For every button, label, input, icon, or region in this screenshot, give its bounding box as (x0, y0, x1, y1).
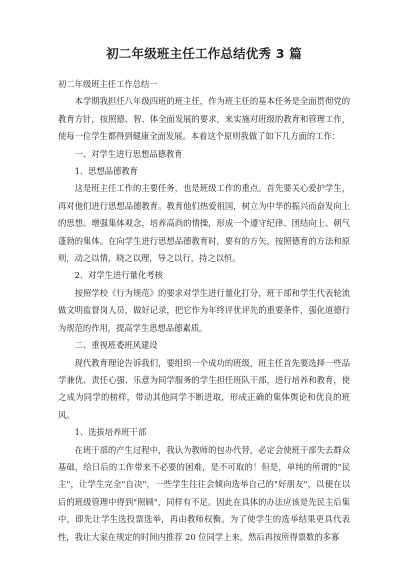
document-title: 初二年级班主任工作总结优秀 3 篇 (106, 46, 302, 61)
subsection-heading-1-1: 1、思想品德教育 (74, 166, 138, 177)
paragraph-class-committee: 现代教育理论告诉我们，要组织一个成功的班级，班主任首先要选择一些品学兼优、责任心强、乐意为同学服务的学生担任班队干部，进行培养和教育，使之成为同学的榜样，带动其他同学不断进取，形成正确的集体舆论和优良的班风。 (58, 357, 350, 420)
paragraph-select-cadres: 在班干部的产生过程中，我认为教师的包办代替，必定会使班干部失去群众基础，给日后的工作带来不必要的困难，是不可取的！但是，单纯的所谓的"民主"，让学生完全"自决"，一些学生往往会倾向选举自己的"好朋友"，以便在以后的班级管理中得到"照顾"，同样有不足。因此在具体的办法应该是先民主后集中，即先让学生选投票选举，再由教师权衡。为了使学生的选举结果更具代表性，我让大家在规定的时间内推荐 20 位同学上来，然后再按所得票数的多寡 (58, 444, 350, 542)
section-heading-1: 一、对学生进行思想品德教育 (74, 148, 183, 159)
subsection-heading-1-2: 2、对学生进行量化考核 (74, 270, 163, 281)
paragraph-intro: 本学期我担任八年级四班的班主任，作为班主任的基本任务是全面贯彻党的教育方针，按照德、智、体全面发展的要求，来实施对班级的教育和管理工作，使每一位学生都得到健康全面发展。本着这个原则我做了如下几方面的工作： (58, 96, 350, 142)
paragraph-quantified-assessment: 按照学校《行为规范》的要求对学生进行量化打分，班干部和学生代表轮流做文明监督岗人员，做好记录，把它作为年终评优评先的重要条件，强化道德行为规范的作用，提高学生思想品德素质。 (58, 287, 350, 333)
paragraph-moral-education: 这是班主任工作的主要任务，也是班级工作的重点。首先要关心爱护学生，再对他们进行思想品德教育。教育他们热爱祖国，树立为中华的振兴而奋发向上的思想。增强集体观念，培养高尚的情操，形成一个遵守纪律、团结向上、朝气蓬勃的集体。在向学生进行思想品德教育时，要有的方矢，按照德育的方法和原则，动之以情，晓之以理，导之以行，持之以恒。 (58, 183, 350, 264)
section-heading-2: 二、重视班委班风建设 (74, 340, 158, 351)
subsection-heading-2-1: 1、选拔培养班干部 (74, 427, 147, 438)
document-subtitle: 初二年级班主任工作总结一 (58, 79, 158, 89)
